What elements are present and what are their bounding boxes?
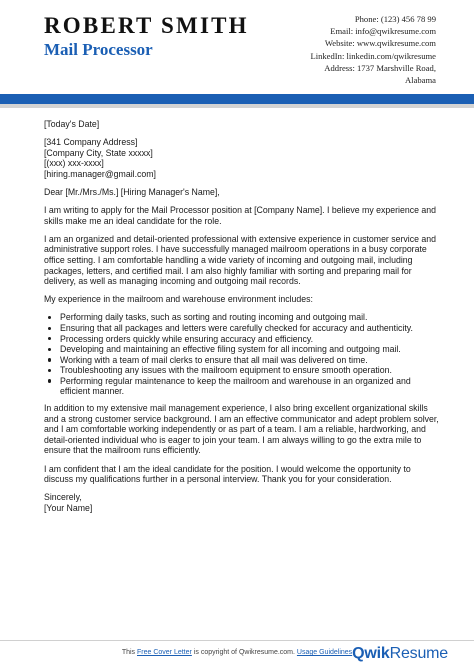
logo-word-qwik: Qwik <box>352 645 390 662</box>
page-footer <box>0 640 474 671</box>
list-item: Developing and maintaining an effective filing system for all incoming and outgoing mail. <box>60 344 439 355</box>
contact-address-line1: Address: 1737 Marshville Road, <box>324 62 436 73</box>
signature-name: [Your Name] <box>44 502 93 513</box>
paragraph-skills: In addition to my extensive mail management experience, I also bring excellent organizational skills and a strong customer service background. I am an effective communicator and adept problem solver, and I am comfortable working independently or as part of a team. I am a reliable, hardworking, and detail-oriented individual who is eager to join your team. I am always willing to go the extra mile to ensure that the mailroom runs efficiently. <box>44 403 439 456</box>
copyright-middle: is copyright of Qwikresume.com. <box>193 649 295 656</box>
letter-body <box>44 119 439 521</box>
contact-email: Email: info@qwikresume.com <box>330 26 436 37</box>
paragraph-list-intro: My experience in the mailroom and warehouse environment includes: <box>44 294 313 305</box>
contact-linkedin: LinkedIn: linkedin.com/qwikresume <box>310 50 436 61</box>
recipient-address-line: [(xxx) xxx-xxxx] <box>44 158 104 169</box>
contact-phone: Phone: (123) 456 78 99 <box>354 14 436 24</box>
header-divider-band <box>0 94 474 104</box>
header-divider-stripe <box>0 104 474 108</box>
recipient-address-line: [341 Company Address] <box>44 137 138 148</box>
list-item: Processing orders quickly while ensuring accuracy and efficiency. <box>60 334 439 345</box>
list-item: Ensuring that all packages and letters were carefully checked for accuracy and authenticity. <box>60 323 439 334</box>
recipient-address-line: [hiring.manager@gmail.com] <box>44 168 156 179</box>
salutation: Dear [Mr./Mrs./Ms.] [Hiring Manager's Name], <box>44 186 220 197</box>
free-cover-letter-link[interactable]: Free Cover Letter <box>137 649 192 656</box>
applicant-name: ROBERT SMITH <box>44 13 249 38</box>
recipient-address <box>44 137 439 179</box>
letter-date: [Today's Date] <box>44 119 100 129</box>
recipient-address-line: [Company City, State xxxxx] <box>44 147 153 158</box>
contact-website: Website: www.qwikresume.com <box>324 38 436 49</box>
qwikresume-logo[interactable] <box>352 645 448 663</box>
job-title: Mail Processor <box>44 40 153 59</box>
copyright-prefix: This <box>121 649 136 656</box>
paragraph-closing: I am confident that I am the ideal candidate for the position. I would welcome the opportunity to discuss my qualifications further in a personal interview. Thank you for your consideration. <box>44 463 411 485</box>
signoff <box>44 492 439 513</box>
list-item: Performing daily tasks, such as sorting and routing incoming and outgoing mail. <box>60 312 439 323</box>
paragraph-experience: I am an organized and detail-oriented professional with extensive experience in customer service and administrative support roles. I have successfully managed mailroom operations in a busy corporate office setting. I am comfortable handling a wide variety of incoming and outgoing mail, including packages, letters, and certified mail. I am also highly familiar with sorting and preparing mail for delivery, as well as managing incoming and outgoing mail records. <box>44 233 437 287</box>
experience-list <box>44 312 439 397</box>
usage-guidelines-link[interactable]: Usage Guidelines <box>296 649 353 656</box>
paragraph-intro: I am writing to apply for the Mail Processor position at [Company Name]. I believe my experience and skills make me an ideal candidate for the role. <box>44 205 436 226</box>
contact-address-line2: Alabama <box>404 75 436 86</box>
list-item: Working with a team of mail clerks to ensure that all mail was delivered on time. <box>60 355 439 366</box>
logo-word-resume: Resume <box>389 645 448 662</box>
list-item: Troubleshooting any issues with the mailroom equipment to ensure smooth operation. <box>60 365 439 376</box>
resume-header <box>0 0 474 92</box>
closing-phrase: Sincerely, <box>44 492 82 503</box>
list-item: Performing regular maintenance to keep the mailroom and warehouse in an organized and efficient manner. <box>60 376 439 397</box>
contact-info <box>206 13 436 86</box>
